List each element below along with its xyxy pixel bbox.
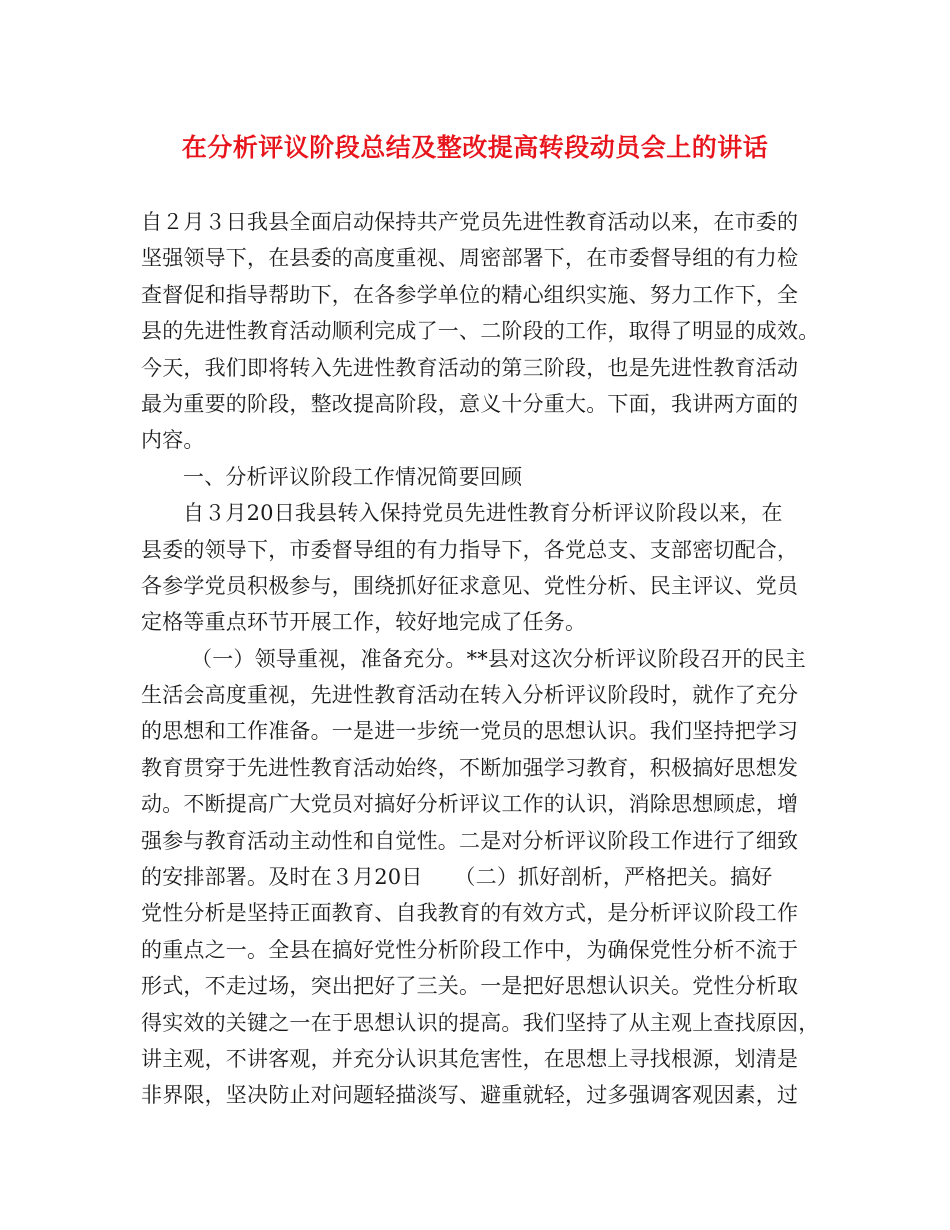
body-line: 内容。 — [141, 428, 205, 453]
body-line: 最为重要的阶段，整改提高阶段，意义十分重大。下面，我讲两方面的 — [141, 391, 799, 416]
body-line: 非界限，坚决防止对问题轻描淡写、避重就轻，过多强调客观因素，过 — [141, 1083, 799, 1108]
body-line: 生活会高度重视，先进性教育活动在转入分析评议阶段时，就作了充分 — [141, 683, 799, 708]
body-line: 的思想和工作准备。一是进一步统一党员的思想认识。我们坚持把学习 — [141, 719, 799, 744]
body-line: 形式，不走过场，突出把好了三关。一是把好思想认识关。党性分析取 — [141, 974, 799, 999]
body-line: 讲主观，不讲客观，并充分认识其危害性，在思想上寻找根源，划清是 — [141, 1046, 799, 1071]
section-heading: 一、分析评议阶段工作情况简要回顾 — [183, 464, 523, 489]
body-line: 自３月20日我县转入保持党员先进性教育分析评议阶段以来，在 — [183, 501, 783, 526]
body-line: 的安排部署。及时在３月20日 （二）抓好剖析，严格把关。搞好 — [141, 865, 773, 890]
body-line: 动。不断提高广大党员对搞好分析评议工作的认识，消除思想顾虑，增 — [141, 792, 799, 817]
body-line: 党性分析是坚持正面教育、自我教育的有效方式，是分析评议阶段工作 — [141, 901, 799, 926]
body-line: 得实效的关键之一在于思想认识的提高。我们坚持了从主观上查找原因， — [141, 1010, 820, 1035]
body-line: 坚强领导下，在县委的高度重视、周密部署下，在市委督导组的有力检 — [141, 246, 799, 271]
body-line: 定格等重点环节开展工作，较好地完成了任务。 — [141, 610, 587, 635]
body-line: 教育贯穿于先进性教育活动始终，不断加强学习教育，积极搞好思想发 — [141, 755, 799, 780]
body-line: 自２月３日我县全面启动保持共产党员先进性教育活动以来，在市委的 — [141, 210, 799, 234]
body-line: 各参学党员积极参与，围绕抓好征求意见、党性分析、民主评议、党员 — [141, 573, 799, 598]
document-body — [141, 204, 820, 1114]
body-line: 县委的领导下，市委督导组的有力指导下，各党总支、支部密切配合， — [141, 537, 799, 562]
body-line: 强参与教育活动主动性和自觉性。二是对分析评议阶段工作进行了细致 — [141, 828, 799, 853]
subsection-line: （一）领导重视，准备充分。**县对这次分析评议阶段召开的民主 — [191, 646, 806, 671]
body-line: 县的先进性教育活动顺利完成了一、二阶段的工作，取得了明显的成效。 — [141, 319, 820, 344]
body-line: 查督促和指导帮助下，在各参学单位的精心组织实施、努力工作下，全 — [141, 282, 799, 307]
document-title: 在分析评议阶段总结及整改提高转段动员会上的讲话 — [181, 133, 769, 162]
body-line: 今天，我们即将转入先进性教育活动的第三阶段，也是先进性教育活动 — [141, 355, 799, 380]
body-line: 的重点之一。全县在搞好党性分析阶段工作中，为确保党性分析不流于 — [141, 937, 799, 962]
